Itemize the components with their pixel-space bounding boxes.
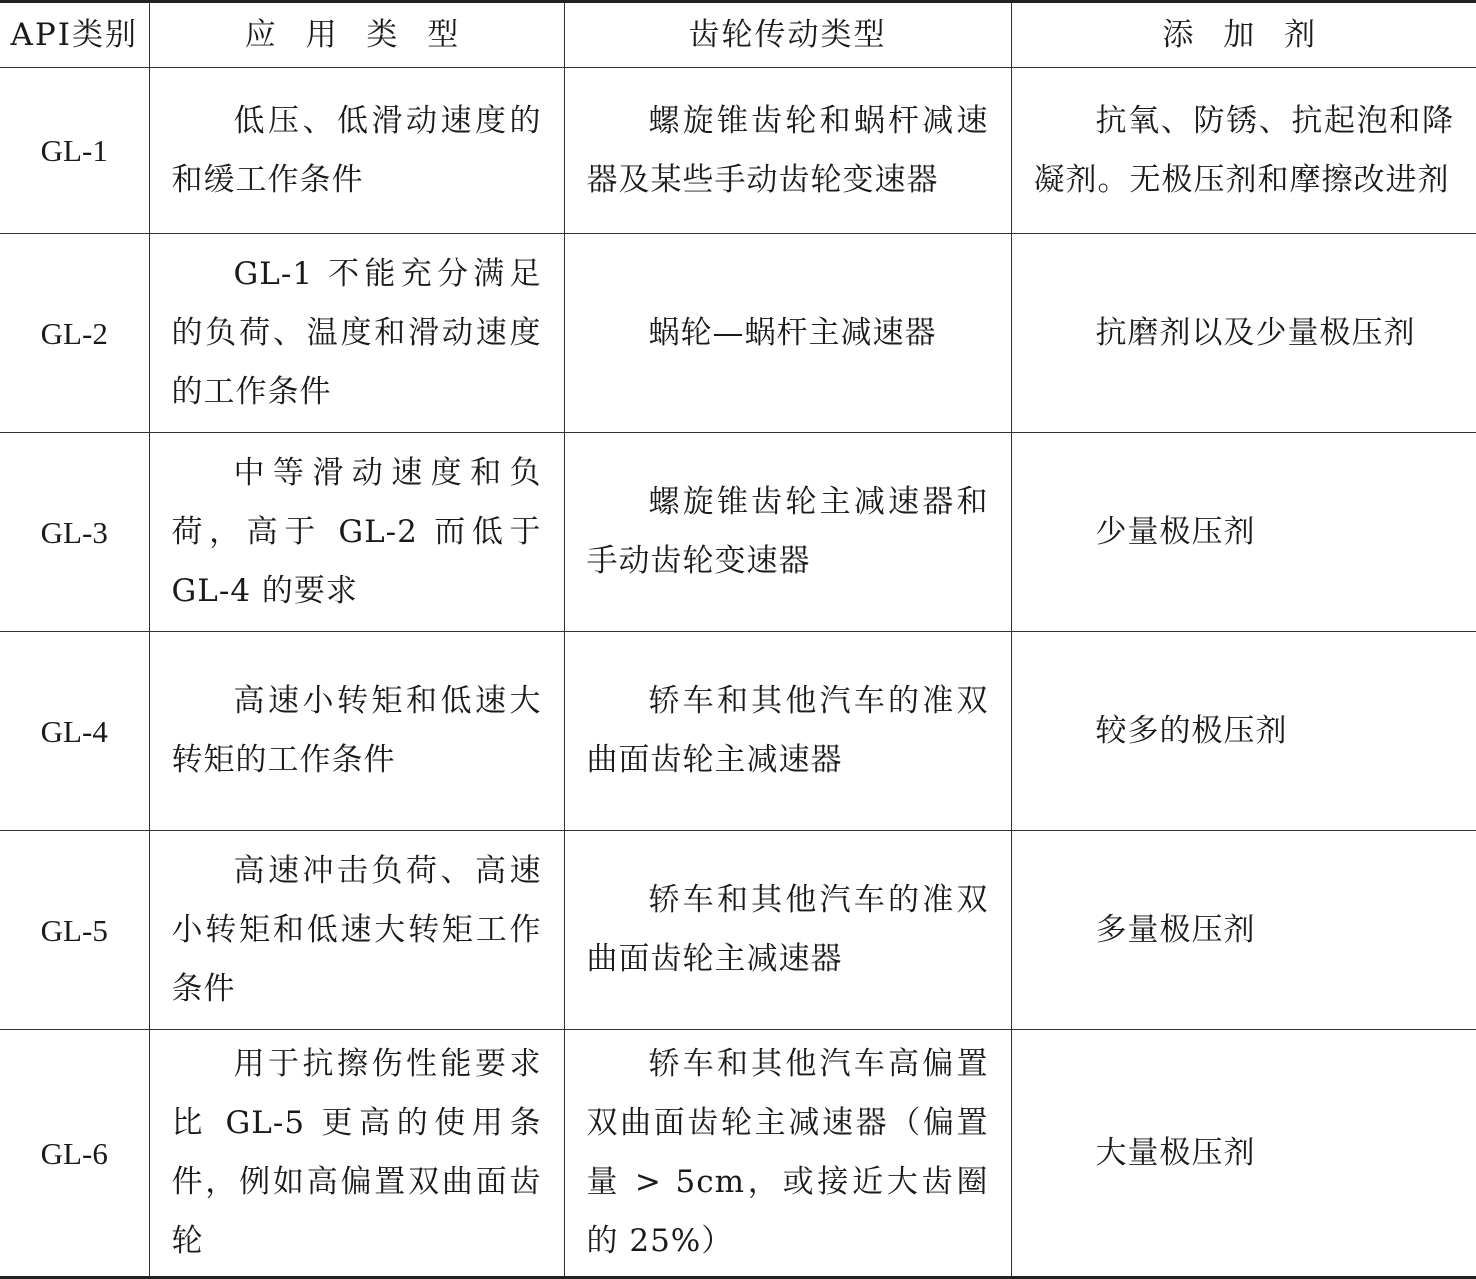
table-row bbox=[0, 831, 1476, 1030]
table-row bbox=[0, 68, 1476, 234]
gear-type-cell: 轿车和其他汽车的准双曲面齿轮主减速器 bbox=[564, 831, 1011, 1030]
gear-type-cell: 轿车和其他汽车高偏置双曲面齿轮主减速器（偏置量 > 5cm，或接近大齿圈的 25%） bbox=[564, 1030, 1011, 1278]
table-header bbox=[0, 2, 1476, 68]
api-category-cell: GL-6 bbox=[0, 1030, 149, 1278]
table-body bbox=[0, 68, 1476, 1278]
application-cell: 用于抗擦伤性能要求比 GL-5 更高的使用条件，例如高偏置双曲面齿轮 bbox=[149, 1030, 564, 1278]
additive-cell: 大量极压剂 bbox=[1011, 1030, 1476, 1278]
header-application-type: 应 用 类 型 bbox=[149, 2, 564, 68]
application-cell: 低压、低滑动速度的和缓工作条件 bbox=[149, 68, 564, 234]
header-api-category: API类别 bbox=[0, 2, 149, 68]
application-cell: 高速小转矩和低速大转矩的工作条件 bbox=[149, 632, 564, 831]
gear-type-cell: 轿车和其他汽车的准双曲面齿轮主减速器 bbox=[564, 632, 1011, 831]
gear-type-cell: 螺旋锥齿轮和蜗杆减速器及某些手动齿轮变速器 bbox=[564, 68, 1011, 234]
table-row bbox=[0, 234, 1476, 433]
header-row bbox=[0, 2, 1476, 68]
gear-type-cell: 蜗轮—蜗杆主减速器 bbox=[564, 234, 1011, 433]
additive-cell: 多量极压剂 bbox=[1011, 831, 1476, 1030]
api-category-cell: GL-1 bbox=[0, 68, 149, 234]
application-cell: 中等滑动速度和负荷，高于 GL-2 而低于 GL-4 的要求 bbox=[149, 433, 564, 632]
application-cell: GL-1 不能充分满足的负荷、温度和滑动速度的工作条件 bbox=[149, 234, 564, 433]
table-row bbox=[0, 433, 1476, 632]
table-row bbox=[0, 1030, 1476, 1278]
api-category-cell: GL-3 bbox=[0, 433, 149, 632]
api-category-cell: GL-5 bbox=[0, 831, 149, 1030]
header-gear-drive-type: 齿轮传动类型 bbox=[564, 2, 1011, 68]
api-category-cell: GL-4 bbox=[0, 632, 149, 831]
additive-cell: 抗磨剂以及少量极压剂 bbox=[1011, 234, 1476, 433]
additive-cell: 抗氧、防锈、抗起泡和降凝剂。无极压剂和摩擦改进剂 bbox=[1011, 68, 1476, 234]
header-additive: 添 加 剂 bbox=[1011, 2, 1476, 68]
api-category-cell: GL-2 bbox=[0, 234, 149, 433]
additive-cell: 少量极压剂 bbox=[1011, 433, 1476, 632]
gear-type-cell: 螺旋锥齿轮主减速器和手动齿轮变速器 bbox=[564, 433, 1011, 632]
additive-cell: 较多的极压剂 bbox=[1011, 632, 1476, 831]
application-cell: 高速冲击负荷、高速小转矩和低速大转矩工作条件 bbox=[149, 831, 564, 1030]
table-row bbox=[0, 632, 1476, 831]
